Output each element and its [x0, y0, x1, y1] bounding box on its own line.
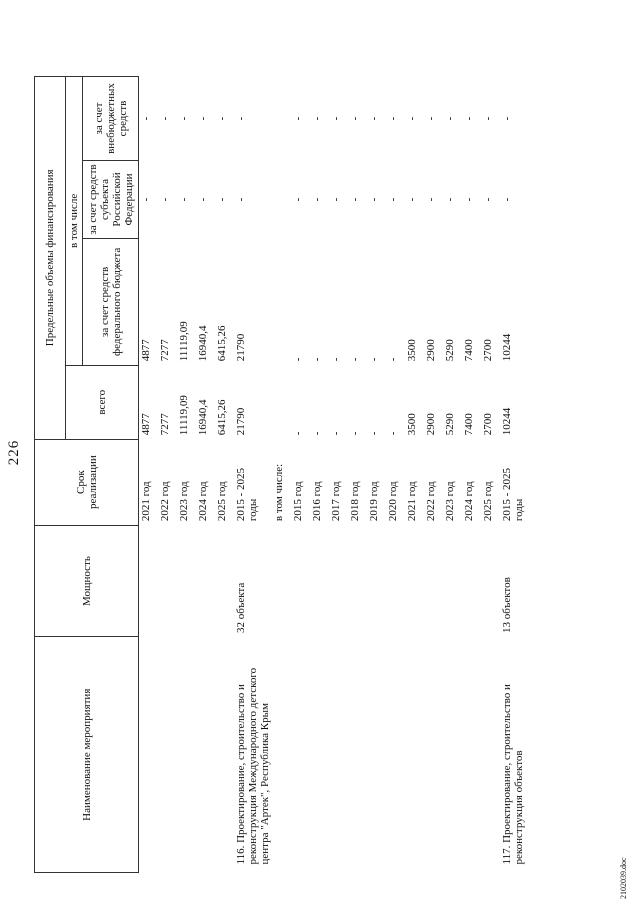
row-extra: - [197, 116, 209, 121]
row-regional: - [444, 197, 456, 202]
row-extra: - [330, 116, 342, 121]
row-extra: - [311, 116, 323, 121]
row-total: - [330, 431, 342, 436]
row-regional: - [311, 197, 323, 202]
row-federal: - [311, 357, 323, 362]
row-capacity: 13 объектов [501, 577, 513, 633]
row-name [481, 637, 500, 873]
row-name [272, 637, 291, 873]
header-limits: Предельные объемы финансирования [35, 77, 66, 440]
row-regional: - [292, 197, 304, 202]
row-regional: - [140, 197, 152, 202]
row-regional: - [197, 197, 209, 202]
row-period: 2023 год [444, 481, 456, 522]
row-total: - [292, 431, 304, 436]
row-capacity [177, 525, 196, 637]
row-capacity [310, 525, 329, 637]
row-extra: - [159, 116, 171, 121]
table-row [443, 77, 462, 873]
row-total: 5290 [444, 413, 456, 436]
row-capacity [367, 525, 386, 637]
row-total: - [368, 431, 380, 436]
table-row [215, 77, 234, 873]
row-total: 21790 [235, 407, 247, 436]
row-extra: - [387, 116, 399, 121]
row-period: 2019 год [368, 481, 380, 522]
row-period: 2018 год [349, 481, 361, 522]
row-capacity [462, 525, 481, 637]
row-federal: - [368, 357, 380, 362]
row-period: 2025 год [216, 481, 228, 522]
row-federal [272, 238, 291, 365]
row-capacity [405, 525, 424, 637]
row-period: 2020 год [387, 481, 399, 522]
row-capacity [215, 525, 234, 637]
header-name: Наименование мероприятия [35, 637, 139, 873]
header-including: в том числе [66, 77, 83, 366]
row-extra: - [425, 116, 437, 121]
header-federal: за счет средств федерального бюджета [83, 238, 139, 365]
row-total [272, 365, 291, 439]
row-capacity: 32 объекта [235, 582, 247, 633]
table-row [481, 77, 500, 873]
row-period: 2022 год [425, 481, 437, 522]
row-regional: - [368, 197, 380, 202]
table-row [500, 77, 526, 873]
row-total: 2900 [425, 413, 437, 436]
row-federal: 21790 [235, 333, 247, 362]
table-row [139, 77, 159, 873]
row-federal: - [330, 357, 342, 362]
row-name [215, 637, 234, 873]
row-regional: - [387, 197, 399, 202]
table-row [272, 77, 291, 873]
row-federal: 16940,4 [197, 325, 209, 362]
row-name [139, 637, 159, 873]
row-extra: - [368, 116, 380, 121]
row-capacity [196, 525, 215, 637]
row-name: 116. Проектирование, строительство и реконструкция Международного детского центра "Артек", Республика Крым [235, 667, 271, 865]
row-total: 10244 [501, 407, 513, 436]
row-name [462, 637, 481, 873]
row-regional: - [482, 197, 494, 202]
row-extra: - [349, 116, 361, 121]
row-regional: - [178, 197, 190, 202]
row-capacity [158, 525, 177, 637]
row-regional [272, 161, 291, 239]
row-extra: - [406, 116, 418, 121]
document-filename: 2102039.doc [619, 857, 628, 899]
financing-table [34, 76, 526, 873]
row-federal: 2700 [482, 339, 494, 362]
row-regional: - [330, 197, 342, 202]
row-federal: 10244 [501, 333, 513, 362]
row-period: 2024 год [197, 481, 209, 522]
row-regional: - [501, 197, 513, 202]
table-body [139, 77, 527, 873]
row-federal: 3500 [406, 339, 418, 362]
row-name [291, 637, 310, 873]
header-extra: за счет внебюджетных средств [83, 77, 139, 161]
row-period: 2021 год [406, 481, 418, 522]
row-total: - [349, 431, 361, 436]
row-period: 2016 год [311, 481, 323, 522]
row-extra: - [140, 116, 152, 121]
row-federal: 5290 [444, 339, 456, 362]
row-capacity [424, 525, 443, 637]
row-period: 2022 год [159, 481, 171, 522]
row-capacity [481, 525, 500, 637]
table-row [405, 77, 424, 873]
row-capacity [348, 525, 367, 637]
row-period: 2025 год [482, 481, 494, 522]
header-total: всего [66, 365, 139, 439]
table-row [158, 77, 177, 873]
row-total: 16940,4 [197, 399, 209, 436]
row-name [329, 637, 348, 873]
row-regional: - [235, 197, 247, 202]
row-total: - [311, 431, 323, 436]
table-row [424, 77, 443, 873]
row-federal: - [349, 357, 361, 362]
row-name [367, 637, 386, 873]
row-federal: 7277 [159, 339, 171, 362]
row-name [386, 637, 405, 873]
row-period: 2023 год [178, 481, 190, 522]
row-total: - [387, 431, 399, 436]
table-row [177, 77, 196, 873]
row-total: 4877 [140, 413, 152, 436]
header-regional: за счет средств субъекта Российской Федерации [83, 161, 139, 239]
row-name [443, 637, 462, 873]
page-number: 226 [6, 439, 22, 466]
row-period: 2015 год [292, 481, 304, 522]
row-period: 2015 - 2025 годы [235, 467, 259, 522]
row-extra: - [444, 116, 456, 121]
row-total: 7277 [159, 413, 171, 436]
row-federal: 2900 [425, 339, 437, 362]
row-extra: - [501, 116, 513, 121]
table-row [234, 77, 272, 873]
row-federal: - [292, 357, 304, 362]
row-period: 2015 - 2025 годы [501, 467, 525, 522]
row-period: 2021 год [140, 481, 152, 522]
row-name: 117. Проектирование, строительство и реконструкция объектов [501, 684, 525, 865]
table-row [462, 77, 481, 873]
header-period: Срок реализации [35, 439, 139, 525]
row-capacity [443, 525, 462, 637]
row-capacity [329, 525, 348, 637]
row-period: 2024 год [463, 481, 475, 522]
row-capacity [291, 525, 310, 637]
row-name [158, 637, 177, 873]
table-row [291, 77, 310, 873]
table-row [348, 77, 367, 873]
row-extra: - [463, 116, 475, 121]
row-name [310, 637, 329, 873]
row-extra [272, 77, 291, 161]
row-regional: - [463, 197, 475, 202]
row-total: 3500 [406, 413, 418, 436]
row-capacity [139, 525, 159, 637]
row-regional: - [159, 197, 171, 202]
header-capacity: Мощность [35, 525, 139, 637]
table-row [196, 77, 215, 873]
row-capacity [386, 525, 405, 637]
row-name [405, 637, 424, 873]
table-row [386, 77, 405, 873]
row-extra: - [482, 116, 494, 121]
row-name [177, 637, 196, 873]
row-capacity [272, 525, 291, 637]
row-extra: - [178, 116, 190, 121]
row-total: 11119,09 [178, 395, 190, 436]
row-regional: - [425, 197, 437, 202]
row-period: в том числе: [273, 463, 285, 522]
row-regional: - [406, 197, 418, 202]
row-name [196, 637, 215, 873]
row-name [424, 637, 443, 873]
row-extra: - [216, 116, 228, 121]
row-extra: - [235, 116, 247, 121]
row-regional: - [216, 197, 228, 202]
row-total: 6415,26 [216, 399, 228, 436]
table-row [367, 77, 386, 873]
row-name [348, 637, 367, 873]
row-regional: - [349, 197, 361, 202]
row-period: 2017 год [330, 481, 342, 522]
row-total: 7400 [463, 413, 475, 436]
row-extra: - [292, 116, 304, 121]
table-row [329, 77, 348, 873]
table-row [310, 77, 329, 873]
row-federal: 4877 [140, 339, 152, 362]
row-total: 2700 [482, 413, 494, 436]
row-federal: - [387, 357, 399, 362]
row-federal: 11119,09 [178, 321, 190, 362]
row-federal: 7400 [463, 339, 475, 362]
row-federal: 6415,26 [216, 325, 228, 362]
